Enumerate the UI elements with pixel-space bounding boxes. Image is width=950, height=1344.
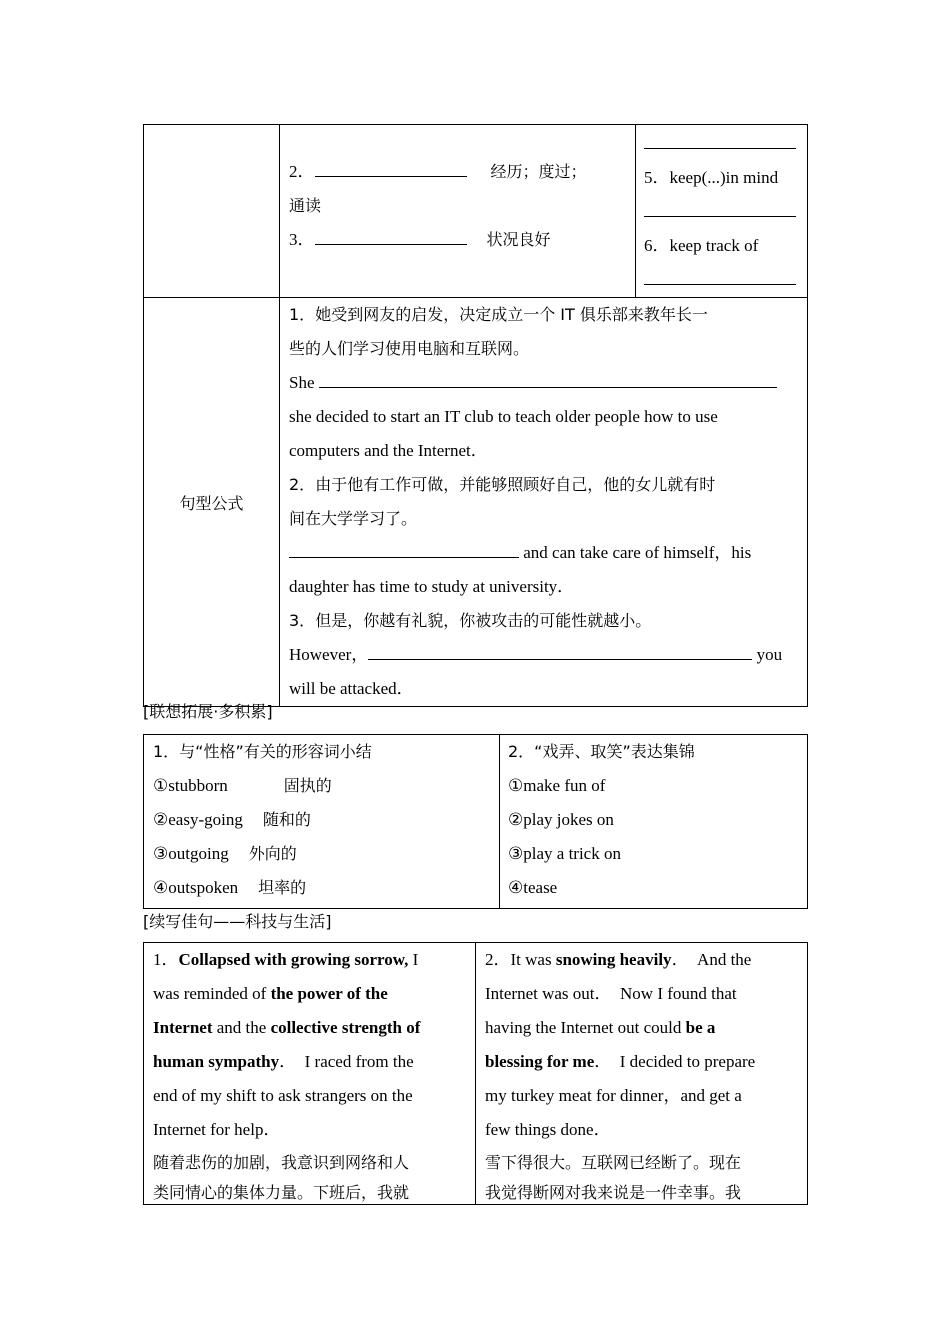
vocab-mid-cell — [280, 125, 636, 298]
association-table — [143, 734, 808, 909]
en-word: stubborn — [168, 776, 228, 795]
example-1-line — [153, 1011, 469, 1045]
sentence-3-cn — [289, 604, 801, 638]
cn-text: 但是，你越有礼貌，你被攻击的可能性就越小。 — [315, 611, 652, 630]
example-sentence-2-cell — [476, 943, 808, 1205]
bold-phrase: be a — [685, 1018, 716, 1037]
example-1-line: Internet for help． — [153, 1120, 281, 1139]
en-text: and can take care of himself，his — [523, 543, 752, 562]
item-mark: ① — [508, 776, 524, 795]
text: ． And the — [671, 950, 752, 969]
example-2-line — [485, 1045, 801, 1079]
cn-meaning: 固执的 — [283, 776, 332, 795]
example-2-translation: 雪下得很大。互联网已经断了。现在 — [485, 1153, 742, 1172]
example-1-line — [153, 977, 469, 1011]
sentence-3-en-cont: will be attacked． — [289, 679, 414, 698]
bold-phrase: blessing for me — [485, 1052, 595, 1071]
item-mark: ④ — [153, 878, 169, 897]
en-phrase: tease — [523, 878, 558, 897]
item-number: 2． — [485, 950, 511, 969]
item-number: 1． — [289, 305, 316, 324]
personality-item — [153, 837, 493, 871]
teasing-item — [508, 837, 801, 871]
vocab-meaning-cont: 通读 — [289, 196, 322, 215]
text: ． I raced from the — [279, 1052, 414, 1071]
example-sentence-1-cell — [144, 943, 476, 1205]
en-phrase: make fun of — [523, 776, 606, 795]
personality-item — [153, 803, 493, 837]
en-phrase: play jokes on — [523, 810, 614, 829]
item-mark: ③ — [508, 844, 524, 863]
answer-blank[interactable] — [368, 639, 752, 660]
answer-blank[interactable] — [315, 224, 467, 245]
sentence-1-cn-cont: 些的人们学习使用电脑和互联网。 — [289, 339, 530, 358]
personality-item — [153, 871, 493, 905]
example-1-line — [153, 943, 469, 977]
text: ． I decided to prepare — [594, 1052, 756, 1071]
example-1-line: end of my shift to ask strangers on the — [153, 1086, 413, 1105]
text: I — [408, 950, 419, 969]
bold-phrase: collective strength of — [270, 1018, 421, 1037]
bold-phrase: Collapsed with growing sorrow, — [178, 950, 409, 969]
example-1-translation: 随着悲伤的加剧，我意识到网络和人 — [153, 1153, 410, 1172]
en-word: easy-going — [168, 810, 243, 829]
sentence-1-en-cont2: computers and the Internet． — [289, 441, 488, 460]
bold-phrase: snowing heavily — [555, 950, 672, 969]
teasing-item — [508, 871, 801, 905]
sentence-2-cn — [289, 468, 801, 502]
item-number: 2． — [289, 475, 316, 494]
teasing-item — [508, 803, 801, 837]
teasing-expressions-cell — [500, 735, 808, 909]
continuation-heading: [续写佳句——科技与生活] — [143, 912, 332, 931]
vocab-item-5 — [644, 161, 801, 195]
item-mark: ① — [153, 776, 169, 795]
personality-adjectives-cell — [144, 735, 500, 909]
bold-phrase: the power of the — [270, 984, 388, 1003]
sentence-2-en-cont: daughter has time to study at university． — [289, 577, 575, 596]
answer-blank[interactable] — [644, 196, 796, 217]
answer-blank[interactable] — [289, 537, 519, 558]
en-text: you — [756, 645, 783, 664]
example-2-translation: 我觉得断网对我来说是一件幸事。我 — [485, 1183, 742, 1202]
sentence-1-en — [289, 366, 801, 400]
vocab-item-2 — [289, 155, 627, 189]
bold-phrase: Internet — [153, 1018, 213, 1037]
sentence-1-en-cont: she decided to start an IT club to teach older people how to use — [289, 407, 718, 426]
teasing-title: 2．“戏弄、取笑”表达集锦 — [508, 742, 695, 761]
vocab-meaning: 状况良好 — [486, 230, 551, 249]
answer-blank[interactable] — [319, 367, 777, 388]
sentence-2-cn-cont: 间在大学学习了。 — [289, 509, 418, 528]
vocab-phrase: keep(...)in mind — [669, 168, 779, 187]
en-word: outspoken — [168, 878, 239, 897]
item-number: 2． — [289, 162, 315, 181]
cn-text: 由于他有工作可做，并能够照顾好自己，他的女儿就有时 — [315, 475, 716, 494]
example-2-line — [485, 943, 801, 977]
vocab-label-cell — [144, 125, 280, 298]
continuation-table — [143, 942, 808, 1205]
cn-meaning: 随和的 — [262, 810, 311, 829]
vocab-item-6 — [644, 229, 801, 263]
item-mark: ④ — [508, 878, 524, 897]
example-1-line — [153, 1045, 469, 1079]
vocab-phrase: keep track of — [669, 236, 759, 255]
personality-item — [153, 769, 493, 803]
teasing-item — [508, 769, 801, 803]
sentence-1-cn — [289, 298, 801, 332]
item-mark: ② — [153, 810, 169, 829]
text: was reminded of — [153, 984, 271, 1003]
answer-blank[interactable] — [644, 128, 796, 149]
cn-meaning: 坦率的 — [258, 878, 307, 897]
item-number: 3． — [289, 611, 316, 630]
sentence-pattern-cell — [280, 298, 808, 707]
example-2-line: Internet was out． Now I found that — [485, 984, 737, 1003]
cn-meaning: 外向的 — [248, 844, 297, 863]
sentence-pattern-label: 句型公式 — [144, 298, 280, 707]
association-heading: [联想拓展·多积累] — [143, 702, 273, 721]
example-1-translation: 类同情心的集体力量。下班后，我就 — [153, 1183, 410, 1202]
item-number: 6． — [644, 236, 670, 255]
text: having the Internet out could — [485, 1018, 686, 1037]
en-text: She — [289, 373, 315, 392]
cn-text: 她受到网友的启发，决定成立一个 IT 俱乐部来教年长一 — [315, 305, 708, 324]
vocab-item-3 — [289, 223, 627, 257]
en-text: However， — [289, 645, 369, 664]
item-number: 1． — [153, 950, 179, 969]
item-mark: ② — [508, 810, 524, 829]
sentence-3-en — [289, 638, 801, 672]
item-number: 3． — [289, 230, 315, 249]
en-word: outgoing — [168, 844, 229, 863]
bold-phrase: human sympathy — [153, 1052, 280, 1071]
answer-blank[interactable] — [315, 156, 467, 177]
item-number: 5． — [644, 168, 670, 187]
example-2-line — [485, 1011, 801, 1045]
vocab-meaning: 经历；度过； — [490, 162, 587, 181]
example-2-line: few things done． — [485, 1120, 611, 1139]
item-mark: ③ — [153, 844, 169, 863]
text: and the — [212, 1018, 271, 1037]
vocab-right-cell — [636, 125, 808, 298]
answer-blank[interactable] — [644, 264, 796, 285]
en-phrase: play a trick on — [523, 844, 621, 863]
vocab-sentence-table — [143, 124, 808, 707]
example-2-line: my turkey meat for dinner，and get a — [485, 1086, 742, 1105]
personality-title: 1．与“性格”有关的形容词小结 — [153, 742, 372, 761]
sentence-2-en — [289, 536, 801, 570]
text: It was — [510, 950, 556, 969]
